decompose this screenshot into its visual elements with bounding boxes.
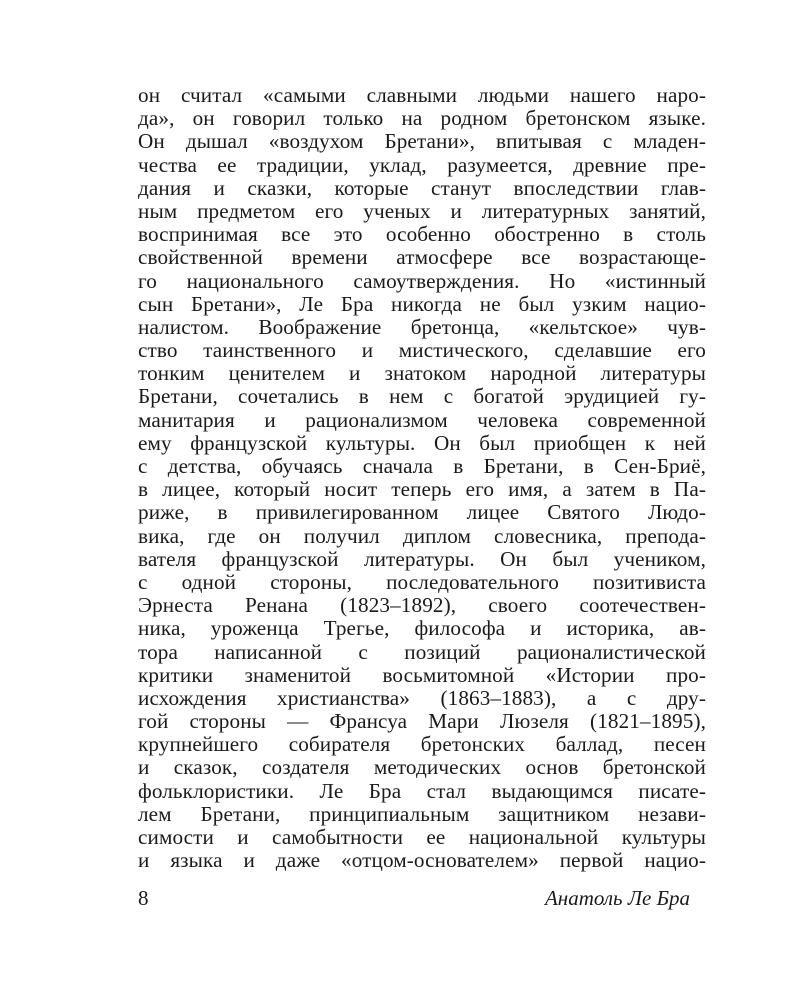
page-number: 8: [138, 886, 149, 910]
text-line: да», он говорил только на родном бретонском языке.: [138, 107, 706, 131]
text-line: ника, уроженца Трегье, философа и историка, ав-: [138, 617, 706, 641]
text-line: фольклористики. Ле Бра стал выдающимся писате-: [138, 779, 706, 803]
text-line: он считал «самыми славными людьми нашего наро-: [138, 84, 706, 107]
text-line: свойственной времени атмосфере все возрастающе-: [138, 246, 706, 270]
text-line: вателя французской литературы. Он был учеником,: [138, 547, 706, 571]
text-line: с одной стороны, последовательного позитивиста: [138, 570, 706, 594]
text-line: чества ее традиции, уклад, разумеется, древние пре-: [138, 153, 706, 177]
text-line: гой стороны — Франсуа Мари Люзеля (1821–1895),: [138, 710, 706, 734]
text-line: крупнейшего собирателя бретонских баллад, песен: [138, 733, 706, 757]
running-title: Анатоль Ле Бра: [544, 886, 690, 910]
text-line: ным предметом его ученых и литературных занятий,: [138, 199, 706, 223]
text-line: тонким ценителем и знатоком народной литературы: [138, 362, 706, 386]
text-line: критики знаменитой восьмитомной «Истории про-: [138, 663, 706, 687]
text-line: тора написанной с позиций рационалистической: [138, 640, 706, 664]
text-line: лем Бретани, принципиальным защитником незави-: [138, 802, 706, 826]
text-line: ему французской культуры. Он был приобщен к ней: [138, 431, 706, 455]
text-line: Эрнеста Ренана (1823–1892), своего соотечествен-: [138, 594, 706, 618]
text-line: исхождения христианства» (1863–1883), а с дру-: [138, 686, 706, 710]
body-text: [138, 84, 706, 872]
text-line: Бретани, сочетались в нем с богатой эрудицией гу-: [138, 385, 706, 409]
text-line: налистом. Воображение бретонца, «кельтское» чув-: [138, 315, 706, 339]
text-line: го национального самоутверждения. Но «истинный: [138, 269, 706, 293]
text-line: ство таинственного и мистического, сделавшие его: [138, 339, 706, 363]
text-line: и языка и даже «отцом-основателем» первой нацио-: [138, 849, 706, 873]
text-line: вика, где он получил диплом словесника, препода-: [138, 524, 706, 548]
text-line: риже, в привилегированном лицее Святого Людо-: [138, 501, 706, 525]
text-line: сын Бретани», Ле Бра никогда не был узким нацио-: [138, 292, 706, 316]
text-line: дания и сказки, которые станут впоследствии глав-: [138, 176, 706, 200]
text-line: симости и самобытности ее национальной культуры: [138, 826, 706, 849]
text-line: в лицее, который носит теперь его имя, а затем в Па-: [138, 478, 706, 502]
text-line: манитария и рационализмом человека современной: [138, 408, 706, 432]
text-line: воспринимая все это особенно обостренно в столь: [138, 223, 706, 247]
text-line: Он дышал «воздухом Бретани», впитывая с младен-: [138, 130, 706, 154]
page-footer: [138, 884, 706, 912]
text-line: и сказок, создателя методических основ бретонской: [138, 756, 706, 780]
text-line: с детства, обучаясь сначала в Бретани, в Сен-Бриё,: [138, 455, 706, 478]
